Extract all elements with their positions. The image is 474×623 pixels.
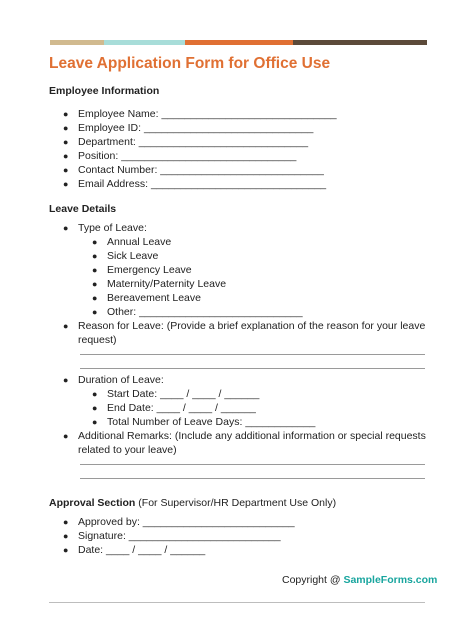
leave-type-other-field[interactable]: Other: ____________________________ (107, 306, 303, 318)
end-date-field[interactable]: End Date: ____ / ____ / ______ (107, 402, 256, 414)
approved-by-field[interactable]: Approved by: __________________________ (78, 516, 295, 528)
brand-link[interactable]: SampleForms.com (343, 574, 438, 586)
reason-answer-line[interactable] (80, 368, 425, 369)
bullet-icon: ● (63, 123, 69, 133)
bullet-icon: ● (92, 403, 98, 413)
employee-name-field[interactable]: Employee Name: ______________________________ (78, 108, 337, 120)
reason-label: Reason for Leave: (Provide a brief explanation of the reason for your leave (78, 320, 426, 332)
bullet-icon: ● (63, 531, 69, 541)
department-field[interactable]: Department: _____________________________ (78, 136, 309, 148)
leave-type-bereavement[interactable]: Bereavement Leave (107, 292, 201, 304)
bullet-icon: ● (92, 251, 98, 261)
bullet-icon: ● (92, 237, 98, 247)
remarks-label: Additional Remarks: (Include any additional information or special requests (78, 430, 426, 442)
header-stripe-segment-2 (104, 40, 185, 45)
approval-heading-text: Approval Section (49, 497, 136, 509)
employee-id-field[interactable]: Employee ID: _____________________________ (78, 122, 314, 134)
reason-answer-line[interactable] (80, 354, 425, 355)
remarks-answer-line[interactable] (80, 478, 425, 479)
leave-type-emergency[interactable]: Emergency Leave (107, 264, 192, 276)
employee-section-heading: Employee Information (49, 85, 160, 97)
bullet-icon: ● (92, 389, 98, 399)
leave-type-annual[interactable]: Annual Leave (107, 236, 172, 248)
bullet-icon: ● (63, 151, 69, 161)
footer-copyright (282, 574, 437, 586)
leave-section-heading: Leave Details (49, 203, 117, 215)
remarks-answer-line[interactable] (80, 464, 425, 465)
bullet-icon: ● (92, 279, 98, 289)
bullet-icon: ● (92, 307, 98, 317)
bullet-icon: ● (63, 517, 69, 527)
footer-divider (49, 602, 425, 603)
bullet-icon: ● (63, 375, 69, 385)
bullet-icon: ● (63, 223, 69, 233)
leave-type-label: Type of Leave: (78, 222, 147, 234)
start-date-field[interactable]: Start Date: ____ / ____ / ______ (107, 388, 260, 400)
reason-label-continued: request) (78, 334, 117, 346)
page-title: Leave Application Form for Office Use (49, 55, 331, 72)
total-leave-days-field[interactable]: Total Number of Leave Days: ____________ (107, 416, 316, 428)
header-stripe-segment-3 (185, 40, 293, 45)
bullet-icon: ● (63, 137, 69, 147)
position-field[interactable]: Position: ______________________________ (78, 150, 297, 162)
bullet-icon: ● (92, 265, 98, 275)
bullet-icon: ● (63, 545, 69, 555)
approval-section-heading (49, 497, 336, 509)
bullet-icon: ● (92, 417, 98, 427)
copyright-text: Copyright @ (282, 574, 344, 586)
leave-type-sick[interactable]: Sick Leave (107, 250, 159, 262)
approval-date-field[interactable]: Date: ____ / ____ / ______ (78, 544, 206, 556)
leave-type-maternity-paternity[interactable]: Maternity/Paternity Leave (107, 278, 227, 290)
bullet-icon: ● (92, 293, 98, 303)
header-stripe-segment-1 (50, 40, 104, 45)
approval-heading-note: (For Supervisor/HR Department Use Only) (138, 497, 337, 509)
duration-label: Duration of Leave: (78, 374, 164, 386)
remarks-label-continued: related to your leave) (78, 444, 177, 456)
email-address-field[interactable]: Email Address: ______________________________ (78, 178, 327, 190)
bullet-icon: ● (63, 165, 69, 175)
bullet-icon: ● (63, 431, 69, 441)
bullet-icon: ● (63, 321, 69, 331)
header-stripe-segment-4 (293, 40, 427, 45)
contact-number-field[interactable]: Contact Number: ____________________________ (78, 164, 324, 176)
bullet-icon: ● (63, 109, 69, 119)
signature-field[interactable]: Signature: __________________________ (78, 530, 281, 542)
bullet-icon: ● (63, 179, 69, 189)
